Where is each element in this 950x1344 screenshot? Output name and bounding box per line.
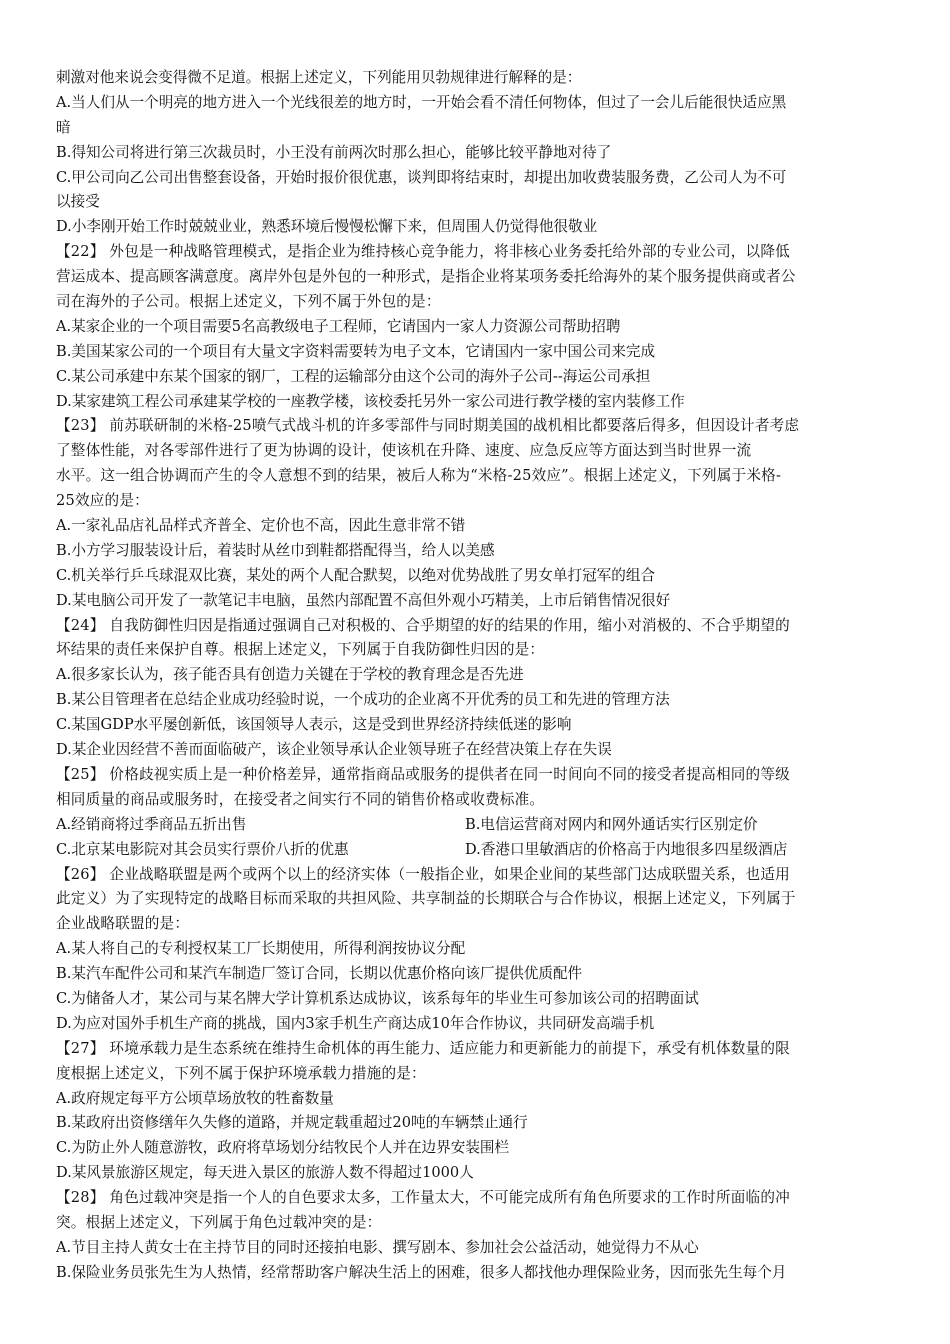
question-stem-text: 坏结果的责任来保护自尊。根据上述定义，下列属于自我防御性归因的是： xyxy=(56,641,545,659)
answer-option: D.小李刚开始工作时兢兢业业，熟悉环境后慢慢松懈下来，但周围人仍觉得他很敬业 xyxy=(56,218,598,236)
answer-option: C.为防止外人随意游牧，政府将草场划分结牧民个人并在边界安装围栏 xyxy=(56,1139,510,1157)
question-stem-text: 环境承载力是生态系统在维持生命机体的再生能力、适应能力和更新能力的前提下，承受有机体数量的限 xyxy=(104,1039,790,1057)
question-stem-text: 角色过载冲突是指一个人的自色要求太多，工作量太大，不可能完成所有角色所要求的工作时所面临的冲 xyxy=(104,1189,790,1207)
question-number: 【24】 xyxy=(56,616,105,634)
question-stem-line xyxy=(56,638,898,663)
question-stem-text: 企业战略联盟的是： xyxy=(56,915,190,933)
answer-option: A.一家礼品店礼品样式齐普全、定价也不高，因此生意非常不错 xyxy=(56,517,466,535)
answer-option: B.某公目管理者在总结企业成功经验时说，一个成功的企业离不开优秀的员工和先进的管理方法 xyxy=(56,691,670,709)
question-stem-line xyxy=(56,1211,898,1236)
answer-option: B.某政府出资修缮年久失修的道路，并规定载重超过20吨的车辆禁止通行 xyxy=(56,1114,528,1132)
question-stem-line xyxy=(56,240,898,265)
question-stem-text: 企业战略联盟是两个或两个以上的经济实体（一般指企业，如果企业间的某些部门达成联盟关系，也适用 xyxy=(104,865,790,883)
question-stem-text: 司在海外的子公司。根据上述定义，下列不属于外包的是： xyxy=(56,293,441,311)
answer-option: B.某汽车配件公司和某汽车制造厂签订合同，长期以优惠价格向该厂提供优质配件 xyxy=(56,965,583,983)
question-stem-line xyxy=(56,265,898,290)
answer-option-row xyxy=(56,813,898,838)
answer-option: D.某电脑公司开发了一款笔记丰电脑，虽然内部配置不高但外观小巧精美，上市后销售情况很好 xyxy=(56,591,671,609)
question-stem-text: 营运成本、提高顾客满意度。离岸外包是外包的一种形式，是指企业将某项务委托给海外的某个服务提供商或者公 xyxy=(56,268,796,286)
question-number: 【25】 xyxy=(56,765,105,783)
answer-option: C.某公司承建中东某个国家的钢厂，工程的运输部分由这个公司的海外子公司--海运公司承担 xyxy=(56,367,651,385)
question-stem-text: 价格歧视实质上是一种价格差异，通常指商品或服务的提供者在同一时间向不同的接受者提高相同的等级 xyxy=(104,765,790,783)
question-stem-text: 突。根据上述定义，下列属于角色过载冲突的是： xyxy=(56,1213,382,1231)
question-stem-text: 自我防御性归因是指通过强调自己对积极的、合乎期望的好的结果的作用，缩小对消极的、不合乎期望的 xyxy=(104,616,790,634)
question-number: 【27】 xyxy=(56,1039,105,1057)
question-stem-line xyxy=(56,439,898,464)
question-stem-text: 相同质量的商品或服务时，在接受者之间实行不同的销售价格或收费标准。 xyxy=(56,790,545,808)
question-stem-text: 了整体性能，对各零部件进行了更为协调的设计，使该机在升降、速度、应急反应等方面达到当时世界一流 xyxy=(56,442,752,460)
answer-option: B.得知公司将进行第三次裁员时，小王没有前两次时那么担心，能够比较平静地对待了 xyxy=(56,143,612,161)
answer-option: A.节目主持人黄女士在主持节目的同时还接拍电影、撰写剧本、参加社会公益活动，她觉得力不从心 xyxy=(56,1238,699,1256)
question-block xyxy=(56,1037,898,1186)
answer-option: C.北京某电影院对其会员实行票价八折的优惠 xyxy=(56,840,349,858)
question-block xyxy=(56,240,898,414)
question-21-continuation xyxy=(56,66,898,240)
answer-option: B.保险业务员张先生为人热情，经常帮助客户解决生活上的困难，很多人都找他办理保险业务，因而张先生每个月 xyxy=(56,1263,787,1281)
answer-option: 以接受 xyxy=(56,193,100,211)
question-stem-text: 度根据上述定义，下列不属于保护环境承载力措施的是： xyxy=(56,1064,426,1082)
answer-option: B.电信运营商对网内和网外通话实行区别定价 xyxy=(465,815,758,833)
answer-option: C.甲公司向乙公司出售整套设备，开始时报价很优惠，谈判即将结束时，却提出加收费装服务费，乙公司人为不可 xyxy=(56,168,787,186)
answer-option: 暗 xyxy=(56,118,71,136)
answer-option: A.某家企业的一个项目需要5名高教级电子工程师，它请国内一家人力资源公司帮助招聘 xyxy=(56,317,621,335)
answer-option: B.小方学习服装设计后，着装时从丝巾到鞋都搭配得当，给人以美感 xyxy=(56,541,495,559)
question-stem-line xyxy=(56,1186,898,1211)
answer-option: D.香港口里敏酒店的价格高于内地很多四星级酒店 xyxy=(465,840,788,858)
question-stem-line xyxy=(56,887,898,912)
question-stem-text: 前苏联研制的米格-25喷气式战斗机的许多零部件与同时期美国的战机相比都要落后得多，但因设计者考虑 xyxy=(104,417,800,435)
answer-option: A.经销商将过季商品五折出售 xyxy=(56,815,247,833)
question-stem-line xyxy=(56,1062,898,1087)
question-stem-line xyxy=(56,763,898,788)
question-stem-line xyxy=(56,489,898,514)
question-number: 【22】 xyxy=(56,243,105,261)
answer-option-row xyxy=(56,838,898,863)
question-block xyxy=(56,863,898,1037)
answer-option: D.为应对国外手机生产商的挑战，国内3家手机生产商达成10年合作协议，共同研发高端手机 xyxy=(56,1014,655,1032)
answer-option: D.某企业因经营不善而面临破产，该企业领导承认企业领导班子在经营决策上存在失误 xyxy=(56,741,612,759)
question-stem-line xyxy=(56,414,898,439)
answer-option: A.很多家长认为，孩子能否具有创造力关键在于学校的教育理念是否先进 xyxy=(56,666,524,684)
question-number: 【26】 xyxy=(56,865,105,883)
question-stem-text: 水平。这一组合协调而产生的令人意想不到的结果，被后人称为“米格-25效应”。根据上述定义，下列属于米格- xyxy=(56,467,782,485)
question-number: 【23】 xyxy=(56,417,105,435)
question-stem-text: 外包是一种战略管理模式，是指企业为维持核心竞争能力，将非核心业务委托给外部的专业公司，以降低 xyxy=(104,243,790,261)
question-stem-line xyxy=(56,464,898,489)
answer-option: C.某国GDP水平屡创新低，该国领导人表示，这是受到世界经济持续低迷的影响 xyxy=(56,716,572,734)
question-stem-line xyxy=(56,863,898,888)
answer-option: A.当人们从一个明亮的地方进入一个光线很差的地方时，一开始会看不清任何物体，但过了一会儿后能很快适应黑 xyxy=(56,93,787,111)
question-stem-line xyxy=(56,614,898,639)
question-stem-text: 此定义）为了实现特定的战略目标而采取的共担风险、共享制益的长期联合与合作协议，根据上述定义，下列属于 xyxy=(56,890,796,908)
question-stem-line xyxy=(56,912,898,937)
answer-option: C.为储备人才，某公司与某名牌大学计算机系达成协议，该系每年的毕业生可参加该公司的招聘面试 xyxy=(56,989,699,1007)
question-number: 【28】 xyxy=(56,1189,105,1207)
answer-option: D.某家建筑工程公司承建某学校的一座教学楼，该校委托另外一家公司进行教学楼的室内装修工作 xyxy=(56,392,685,410)
question-block xyxy=(56,1186,898,1286)
question-stem-line: 刺激对他来说会变得微不足道。根据上述定义，下列能用贝勃规律进行解释的是： xyxy=(56,69,582,86)
answer-option: A.某人将自己的专利授权某工厂长期使用，所得利润按协议分配 xyxy=(56,940,466,958)
question-block xyxy=(56,414,898,613)
question-stem-line xyxy=(56,290,898,315)
question-stem-text: 25效应的是： xyxy=(56,492,149,510)
question-block xyxy=(56,614,898,763)
question-stem-line xyxy=(56,788,898,813)
answer-option: B.美国某家公司的一个项目有大量文字资料需要转为电子文本，它请国内一家中国公司来完成 xyxy=(56,342,656,360)
answer-option: D.某风景旅游区规定，每天进入景区的旅游人数不得超过1000人 xyxy=(56,1164,474,1182)
question-block xyxy=(56,763,898,863)
answer-option: A.政府规定每平方公顷草场放牧的牲畜数量 xyxy=(56,1089,334,1107)
answer-option: C.机关举行乒乓球混双比赛，某处的两个人配合默契，以绝对优势战胜了男女单打冠军的组合 xyxy=(56,566,656,584)
question-stem-line xyxy=(56,1037,898,1062)
